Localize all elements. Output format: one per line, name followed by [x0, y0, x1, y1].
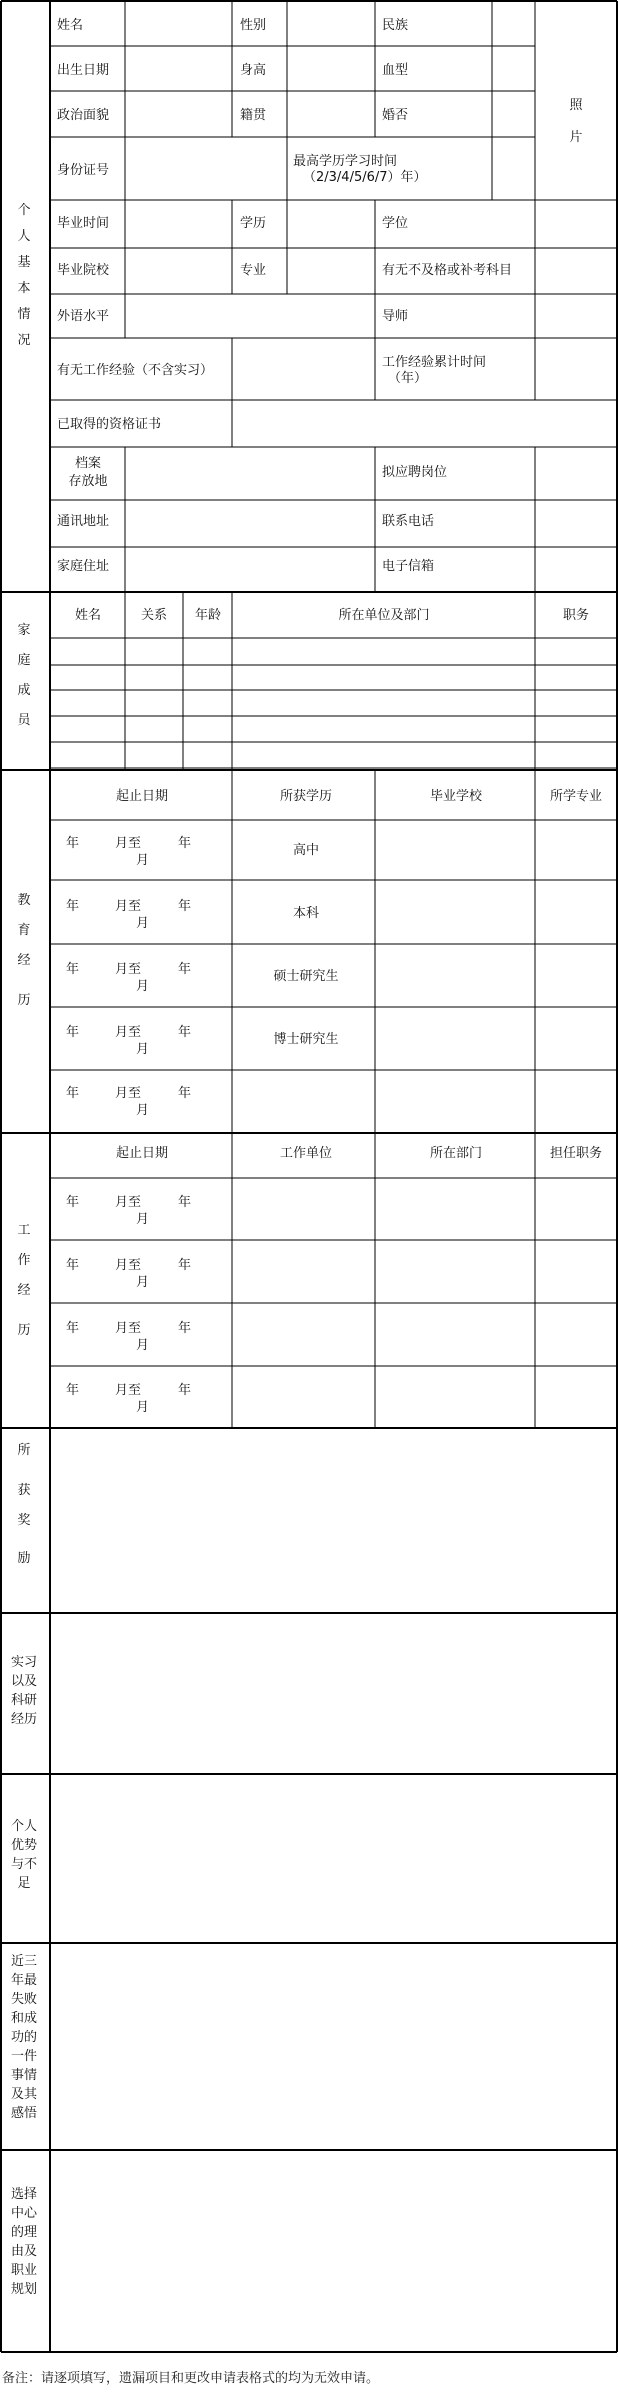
- section-title-char: 中心: [10, 2206, 38, 2221]
- label-archive-place: 存放地: [68, 474, 108, 489]
- section-title-char: 励: [17, 1551, 31, 1566]
- section-title-char: 家: [17, 623, 31, 638]
- section-title-char: 一件: [10, 2049, 38, 2064]
- section-title-char: 选择: [10, 2187, 38, 2202]
- date-placeholder: 月: [136, 916, 150, 931]
- family-header-title: 职务: [562, 608, 590, 623]
- label-study-years-hint: （2/3/4/5/6/7）年）: [303, 170, 427, 185]
- label-foreign-lang: 外语水平: [57, 309, 110, 324]
- label-makeup-exam: 有无不及格或补考科目: [382, 263, 513, 278]
- section-title-char: 优势: [10, 1838, 38, 1853]
- label-major: 专业: [240, 263, 267, 278]
- section-title-char: 本: [17, 281, 31, 296]
- label-political-status: 政治面貌: [57, 108, 110, 123]
- date-placeholder: 年: [178, 1025, 192, 1040]
- date-placeholder: 月: [136, 1042, 150, 1057]
- label-phone: 联系电话: [382, 514, 435, 529]
- label-marital-status: 婚否: [382, 108, 409, 123]
- section-personal-title: [17, 203, 30, 348]
- date-placeholder: 年: [66, 1258, 80, 1273]
- section-title-char: 人: [17, 229, 31, 244]
- label-degree: 学位: [382, 216, 409, 231]
- family-header-employer: 所在单位及部门: [338, 608, 430, 623]
- date-placeholder: 年: [178, 836, 192, 851]
- date-placeholder: 年: [66, 962, 80, 977]
- section-title-char: 和成: [10, 2011, 38, 2026]
- edu-header-school: 毕业学校: [429, 789, 483, 804]
- date-placeholder: 月: [136, 1275, 150, 1290]
- date-placeholder: 月至: [115, 962, 142, 977]
- date-placeholder: 月至: [115, 1086, 142, 1101]
- section-title-char: 失败: [10, 1992, 38, 2007]
- label-photo: 照: [569, 98, 583, 113]
- family-header-age: 年龄: [194, 608, 222, 623]
- date-placeholder: 月至: [115, 1025, 142, 1040]
- label-position: 拟应聘岗位: [382, 465, 448, 480]
- section-work-title: [17, 1223, 30, 1338]
- work-header-title: 担任职务: [549, 1146, 603, 1161]
- section-title-char: 足: [17, 1876, 31, 1891]
- section-title-char: 职业: [10, 2263, 38, 2278]
- label-birth-date: 出生日期: [57, 63, 110, 78]
- date-placeholder: 年: [178, 1086, 192, 1101]
- date-placeholder: 月至: [115, 1321, 142, 1336]
- date-placeholder: 月至: [115, 836, 142, 851]
- section-title-char: 功的: [10, 2030, 38, 2045]
- section-title-char: 以及: [10, 1674, 38, 1689]
- section-title-char: 规划: [10, 2282, 38, 2297]
- section-title-char: 及其: [10, 2087, 38, 2102]
- section-title-char: 育: [17, 923, 31, 938]
- section-title-char: 经历: [10, 1712, 38, 1727]
- section-title-char: 况: [17, 333, 31, 348]
- label-grad-school: 毕业院校: [57, 263, 110, 278]
- label-blood-type: 血型: [382, 63, 409, 78]
- edu-level-highschool: 高中: [292, 843, 320, 858]
- label-photo: 片: [569, 130, 583, 145]
- date-placeholder: 年: [66, 1195, 80, 1210]
- section-title-char: 庭: [17, 653, 31, 668]
- work-header-department: 所在部门: [429, 1146, 483, 1161]
- section-title-char: 员: [17, 713, 31, 728]
- section-title-char: 经: [17, 953, 31, 968]
- date-placeholder: 年: [66, 1086, 80, 1101]
- date-placeholder: 月: [136, 1400, 150, 1415]
- label-work-years: 工作经验累计时间: [382, 355, 487, 370]
- section-title-char: 事情: [10, 2068, 38, 2083]
- edu-header-major: 所学专业: [549, 789, 603, 804]
- section-title-char: 的理: [10, 2225, 38, 2240]
- section-title-char: 近三: [10, 1954, 38, 1969]
- work-header-dates: 起止日期: [115, 1146, 169, 1161]
- section-title-char: 与不: [10, 1857, 38, 1872]
- section-reason-title: [11, 2186, 38, 2297]
- edu-level-bachelor: 本科: [292, 906, 320, 921]
- section-education-title: [17, 892, 30, 1008]
- edu-level-phd: 博士研究生: [273, 1032, 339, 1047]
- date-placeholder: 年: [66, 1321, 80, 1336]
- section-title-char: 获: [17, 1483, 31, 1498]
- section-title-char: 基: [17, 255, 31, 270]
- label-grad-time: 毕业时间: [57, 216, 110, 231]
- family-header-name: 姓名: [74, 608, 102, 623]
- date-placeholder: 月: [136, 1338, 150, 1353]
- section-title-char: 历: [17, 1323, 31, 1338]
- work-header-employer: 工作单位: [279, 1146, 333, 1161]
- label-advisor: 导师: [382, 309, 409, 324]
- family-header-relation: 关系: [140, 608, 168, 623]
- date-placeholder: 年: [178, 1195, 192, 1210]
- date-placeholder: 月至: [115, 1383, 142, 1398]
- section-title-char: 奖: [17, 1513, 31, 1528]
- date-placeholder: 年: [178, 962, 192, 977]
- date-placeholder: 年: [178, 1321, 192, 1336]
- date-placeholder: 年: [178, 899, 192, 914]
- date-placeholder: 月: [136, 979, 150, 994]
- section-title-char: 教: [17, 893, 31, 908]
- label-native-place: 籍贯: [240, 108, 267, 123]
- date-placeholder: 月: [136, 1103, 150, 1118]
- date-placeholder: 月: [136, 853, 150, 868]
- date-placeholder: 月至: [115, 1258, 142, 1273]
- section-title-char: 所: [17, 1443, 31, 1458]
- section-title-char: 工: [17, 1223, 31, 1238]
- label-name: 姓名: [57, 18, 84, 33]
- label-degree-level: 学历: [240, 216, 267, 231]
- section-internship-title: [11, 1655, 37, 1727]
- section-title-char: 成: [17, 683, 31, 698]
- date-placeholder: 月至: [115, 899, 142, 914]
- section-strengths-title: [11, 1819, 37, 1891]
- date-placeholder: 月至: [115, 1195, 142, 1210]
- label-work-exp: 有无工作经验（不含实习）: [57, 363, 214, 378]
- date-placeholder: 年: [178, 1258, 192, 1273]
- label-home-address: 家庭住址: [57, 559, 110, 574]
- section-title-char: 科研: [10, 1693, 38, 1708]
- date-placeholder: 月: [136, 1212, 150, 1227]
- label-gender: 性别: [240, 18, 267, 33]
- footer-note: 备注：请逐项填写，遗漏项目和更改申请表格式的均为无效申请。: [2, 2371, 380, 2386]
- label-height: 身高: [240, 63, 267, 78]
- section-title-char: 由及: [10, 2244, 38, 2259]
- section-title-char: 情: [17, 307, 31, 322]
- date-placeholder: 年: [66, 899, 80, 914]
- section-title-char: 作: [17, 1253, 31, 1268]
- edu-level-master: 硕士研究生: [273, 969, 339, 984]
- section-family-title: [17, 623, 31, 728]
- section-title-char: 个: [17, 203, 31, 218]
- section-experience-title: [11, 1954, 38, 2121]
- label-work-years-unit: （年）: [388, 371, 428, 386]
- label-address: 通讯地址: [57, 514, 110, 529]
- label-ethnicity: 民族: [382, 18, 409, 33]
- date-placeholder: 年: [178, 1383, 192, 1398]
- label-id-number: 身份证号: [57, 163, 110, 178]
- edu-header-dates: 起止日期: [115, 789, 169, 804]
- section-title-char: 年最: [10, 1973, 38, 1988]
- label-certificates: 已取得的资格证书: [57, 417, 162, 432]
- section-title-char: 历: [17, 993, 31, 1008]
- label-email: 电子信箱: [382, 559, 435, 574]
- label-archive: 档案: [74, 456, 102, 471]
- label-study-years: 最高学历学习时间: [293, 154, 398, 169]
- date-placeholder: 年: [66, 836, 80, 851]
- section-title-char: 实习: [10, 1655, 38, 1670]
- section-awards-title: [17, 1443, 30, 1566]
- edu-header-degree: 所获学历: [279, 789, 333, 804]
- section-title-char: 个人: [10, 1819, 38, 1834]
- section-title-char: 经: [17, 1283, 31, 1298]
- section-title-char: 感悟: [10, 2106, 38, 2121]
- date-placeholder: 年: [66, 1383, 80, 1398]
- date-placeholder: 年: [66, 1025, 80, 1040]
